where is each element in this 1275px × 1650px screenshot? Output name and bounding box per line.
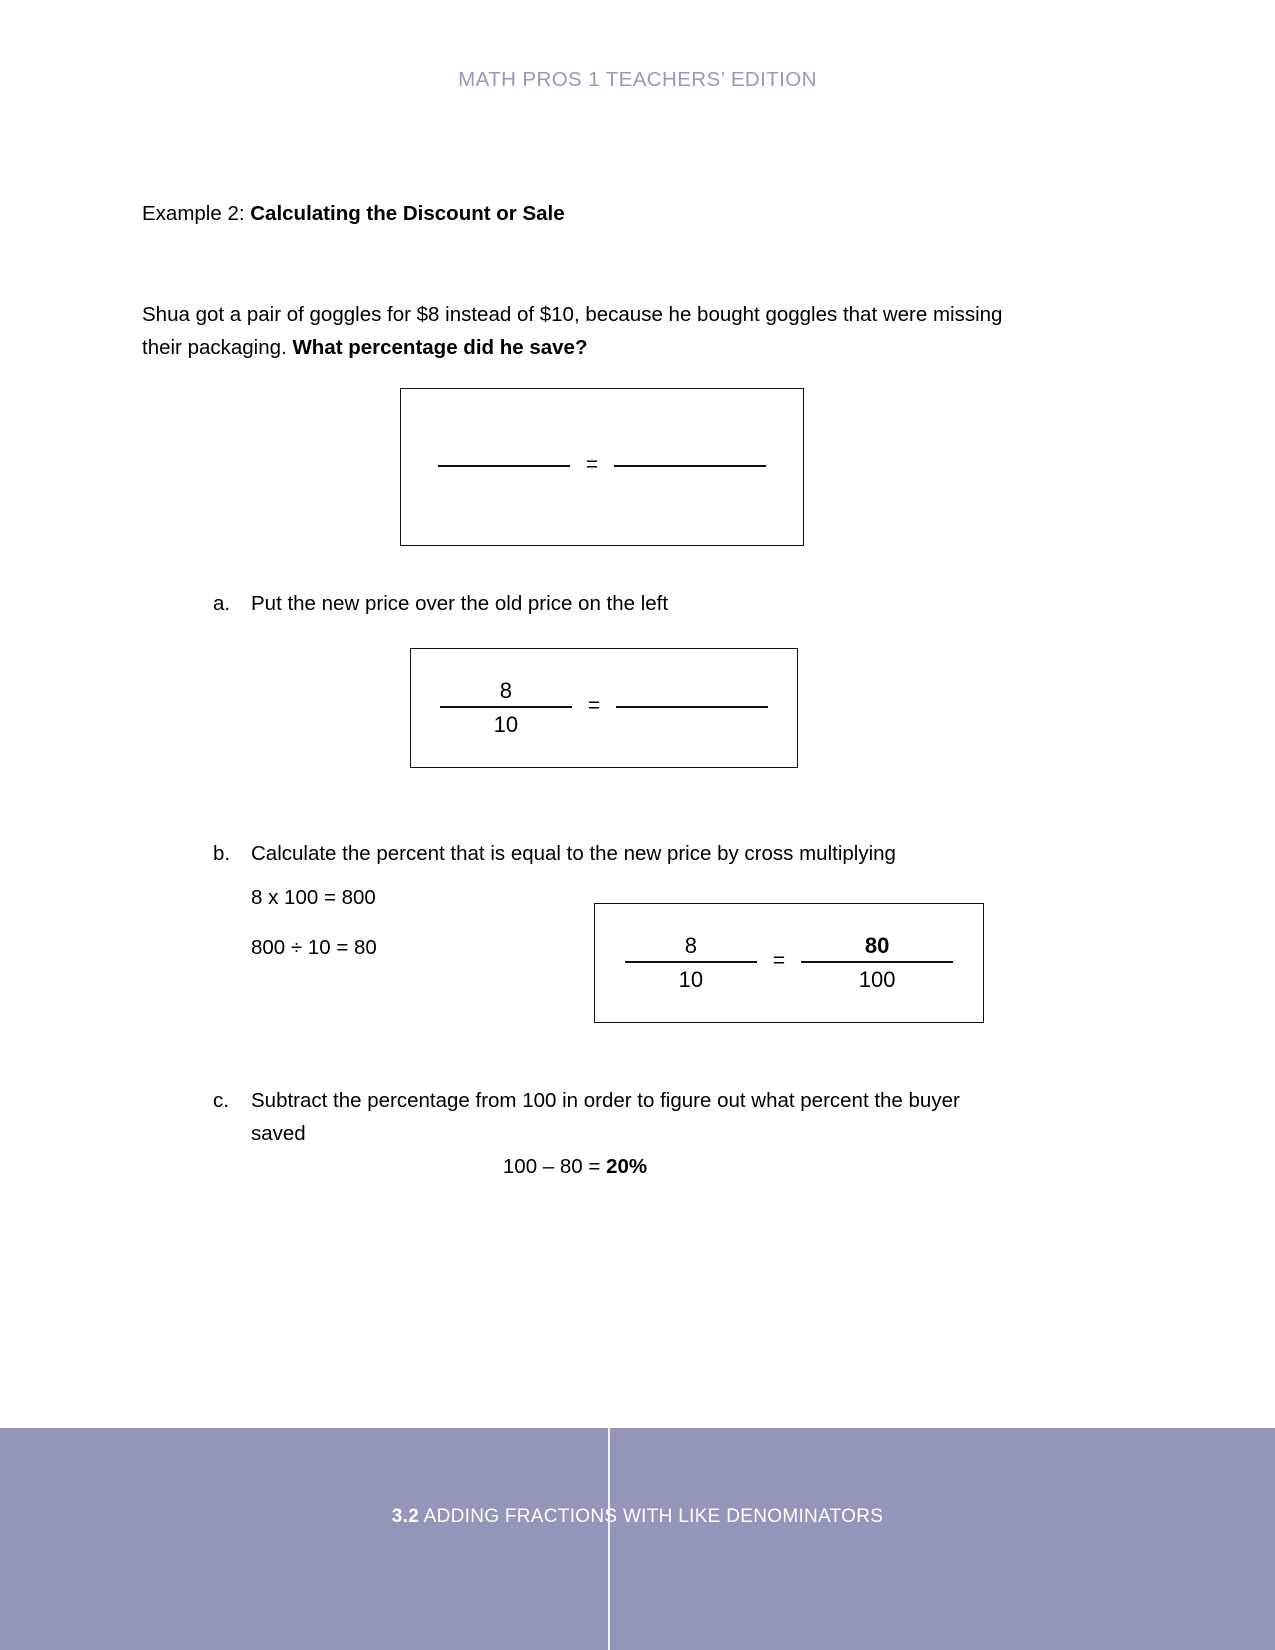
fraction-left-numerator-3: 8 [684,933,697,959]
equals-sign-3: = [772,949,786,972]
step-item-c [213,1085,1003,1151]
equals-sign-2: = [587,694,601,717]
fraction-bar [625,961,757,963]
fraction-right-1 [614,436,766,498]
fraction-equation-2 [411,649,797,767]
fraction-equation-3 [595,904,983,1022]
calculation-line-1: 8 x 100 = 800 [251,886,376,909]
fraction-bar [801,961,953,963]
step-text-b: Calculate the percent that is equal to the new price by cross multiplying [251,842,896,865]
step-text-a: Put the new price over the old price on the left [251,592,669,615]
fraction-bar [614,465,766,467]
example-label: Example 2: [142,202,251,225]
fraction-right-numerator-3: 80 [864,933,890,959]
fraction-bar [440,706,572,708]
footer-section-title: ADDING FRACTIONS WITH LIKE DENOMINATORS [419,1506,884,1527]
equals-sign-1: = [585,453,599,476]
footer-divider [608,1428,610,1650]
answer-box-step-b[interactable] [594,903,984,1023]
step-marker-c: c. [213,1089,229,1112]
step-marker-b: b. [213,842,231,865]
fraction-right-2 [616,677,768,739]
problem-statement-text: Shua got a pair of goggles for $8 instead of $10, because he bought goggles that were missing their packaging. [142,302,1003,359]
fraction-equation-1 [401,389,803,545]
answer-box-step-a[interactable] [410,648,798,768]
fraction-left-1 [438,436,570,498]
final-answer-result: 20% [606,1155,648,1178]
fraction-bar [616,706,768,708]
fraction-left-3 [625,932,757,994]
running-header [0,68,1275,92]
fraction-left-numerator-2: 8 [499,678,512,704]
fraction-bar [438,465,570,467]
fraction-left-denominator-2: 10 [493,712,519,738]
document-body [142,200,1042,364]
running-header-text: MATH PROS 1 TEACHERS’ EDITION [458,68,817,91]
footer-caption [0,1506,1275,1528]
step-item-a [213,588,913,621]
page-footer [0,1428,1275,1650]
example-heading [142,200,1042,228]
fraction-left-denominator-3: 10 [678,967,704,993]
fraction-right-3 [801,932,953,994]
final-answer-line [0,1155,1150,1179]
footer-section-number: 3.2 [391,1506,420,1527]
problem-question: What percentage did he save? [292,335,588,359]
step-item-b [213,838,1013,871]
fraction-right-denominator-3: 100 [858,967,896,993]
step-text-c: Subtract the percentage from 100 in order to figure out what percent the buyer saved [251,1089,960,1145]
fraction-left-2 [440,677,572,739]
calculation-line-2: 800 ÷ 10 = 80 [251,936,377,959]
problem-statement [142,298,1042,364]
final-answer-expression: 100 – 80 = [502,1155,607,1178]
answer-box-blank[interactable] [400,388,804,546]
step-marker-a: a. [213,592,231,615]
example-title-text: Calculating the Discount or Sale [250,202,565,225]
